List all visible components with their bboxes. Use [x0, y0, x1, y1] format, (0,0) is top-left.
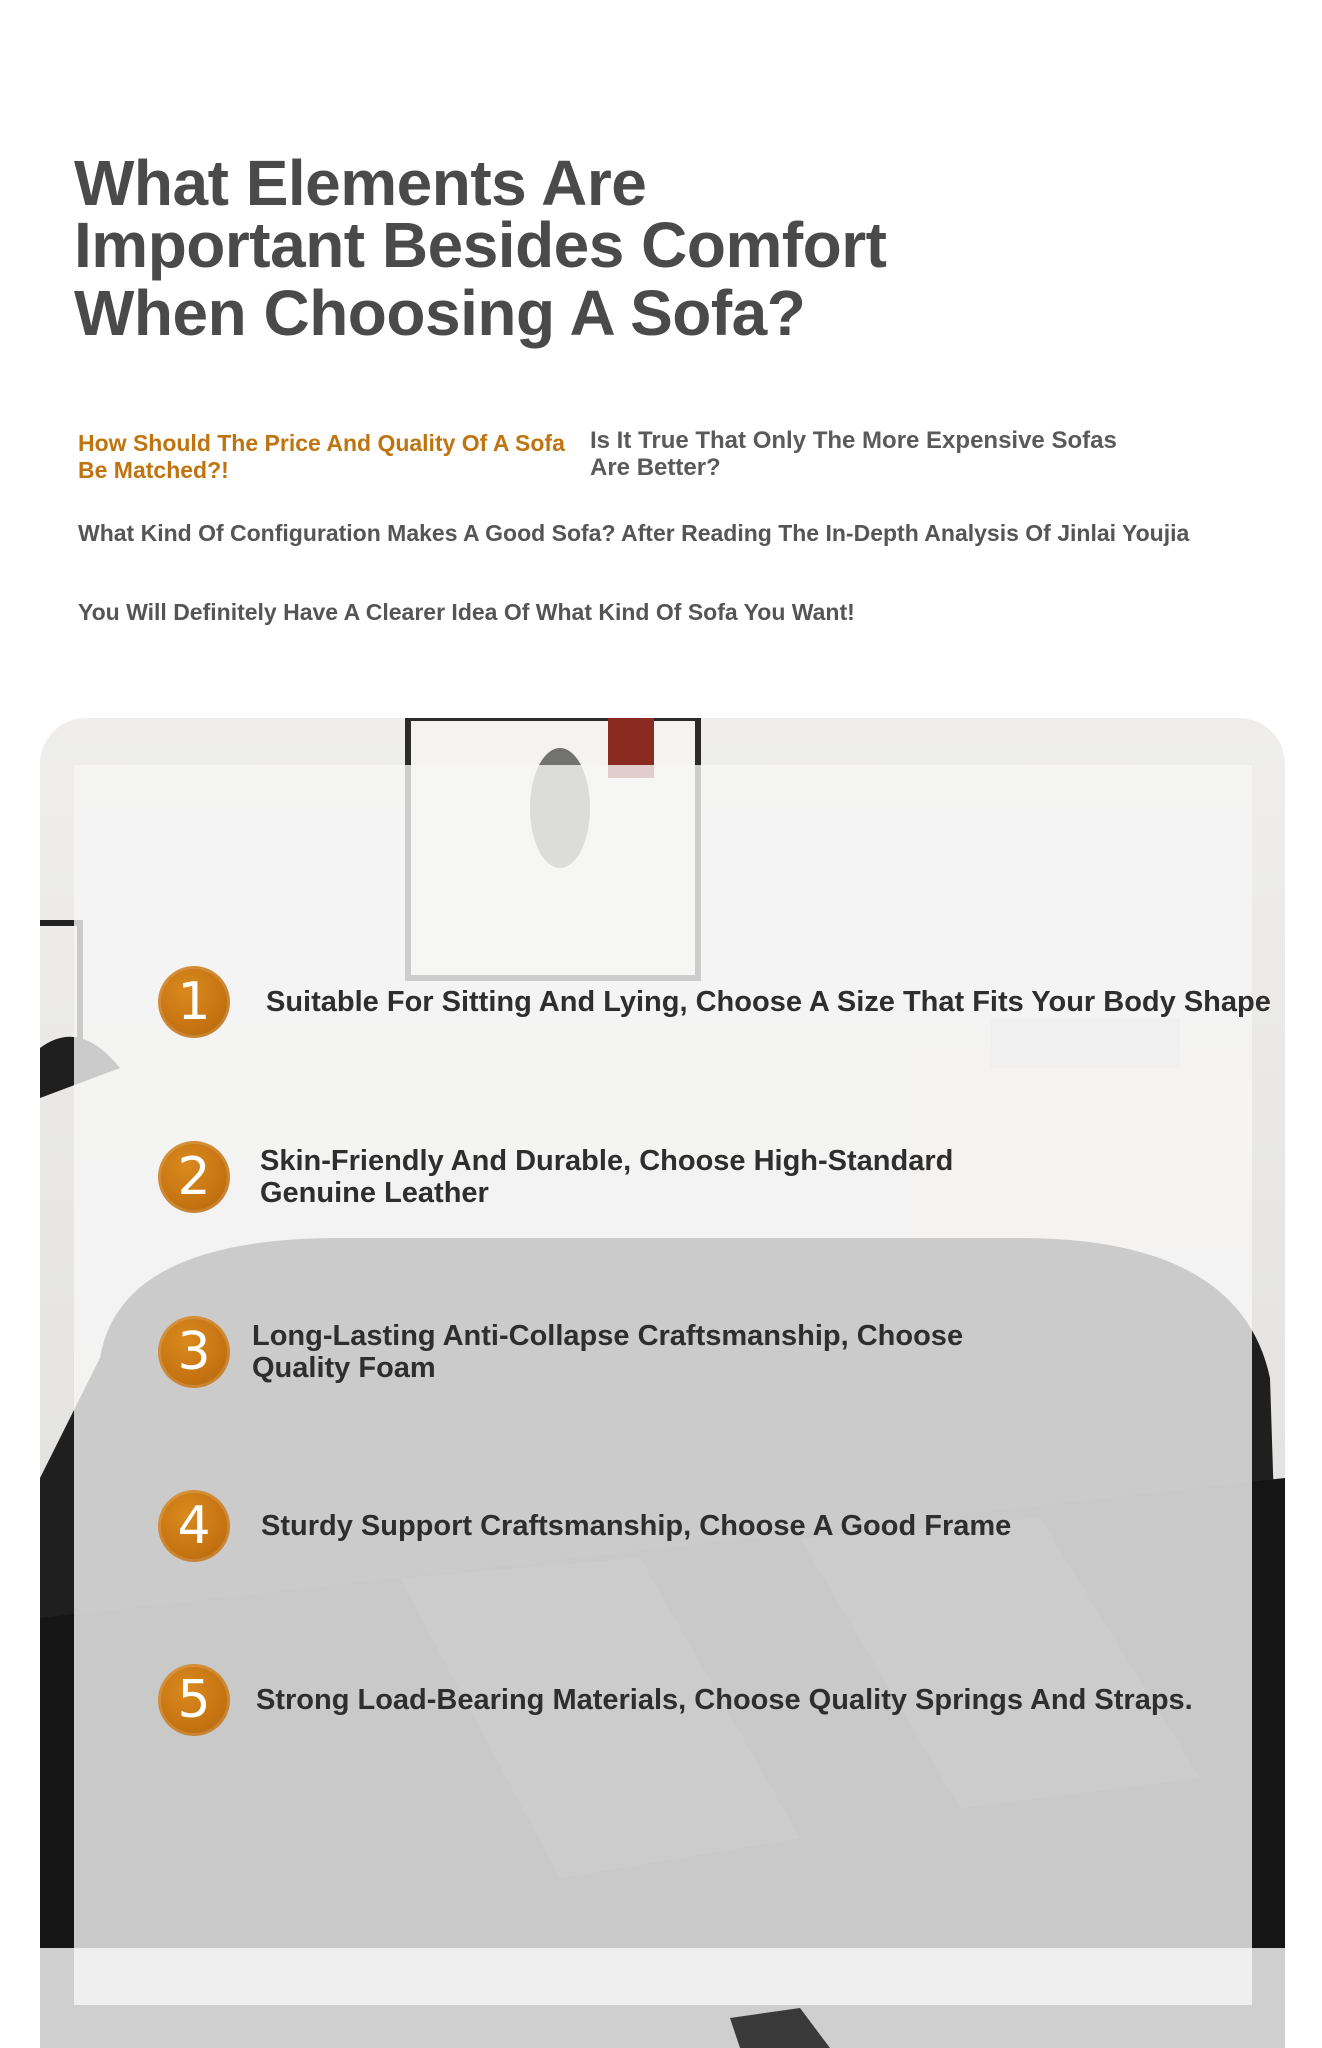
item-text-3: Long-Lasting Anti-Collapse Craftsmanship, Choose Quality Foam — [252, 1320, 964, 1384]
list-item — [158, 1664, 1278, 1736]
list-item — [158, 1141, 1278, 1213]
title-line-1: What Elements Are — [74, 147, 647, 219]
title-line-3: When Choosing A Sofa? — [74, 277, 806, 349]
description-line-1: What Kind Of Configuration Makes A Good Sofa? After Reading The In-Depth Analysis Of Jinlai Youjia — [78, 520, 1190, 546]
number-badge-4: 4 — [158, 1490, 230, 1562]
question-expensive-sofas: Is It True That Only The More Expensive Sofas Are Better? — [590, 427, 1117, 481]
number-badge-5: 5 — [158, 1664, 230, 1736]
number-badge-1: 1 — [158, 966, 230, 1038]
description-line-2: You Will Definitely Have A Clearer Idea Of What Kind Of Sofa You Want! — [78, 599, 855, 625]
question-price-quality: How Should The Price And Quality Of A Sofa Be Matched?! — [78, 430, 565, 483]
number-badge-3: 3 — [158, 1316, 230, 1388]
list-item — [158, 1316, 1278, 1388]
item-text-5: Strong Load-Bearing Materials, Choose Quality Springs And Straps. — [256, 1684, 1193, 1716]
item-text-4: Sturdy Support Craftsmanship, Choose A Good Frame — [261, 1510, 1012, 1542]
page-title — [74, 147, 934, 349]
list-item — [158, 1490, 1278, 1562]
item-text-2: Skin-Friendly And Durable, Choose High-Standard Genuine Leather — [260, 1145, 954, 1209]
list-item — [158, 966, 1278, 1038]
number-badge-2: 2 — [158, 1141, 230, 1213]
item-text-1: Suitable For Sitting And Lying, Choose A Size That Fits Your Body Shape — [266, 986, 1271, 1018]
title-line-2: Important Besides Comfort — [74, 209, 887, 281]
